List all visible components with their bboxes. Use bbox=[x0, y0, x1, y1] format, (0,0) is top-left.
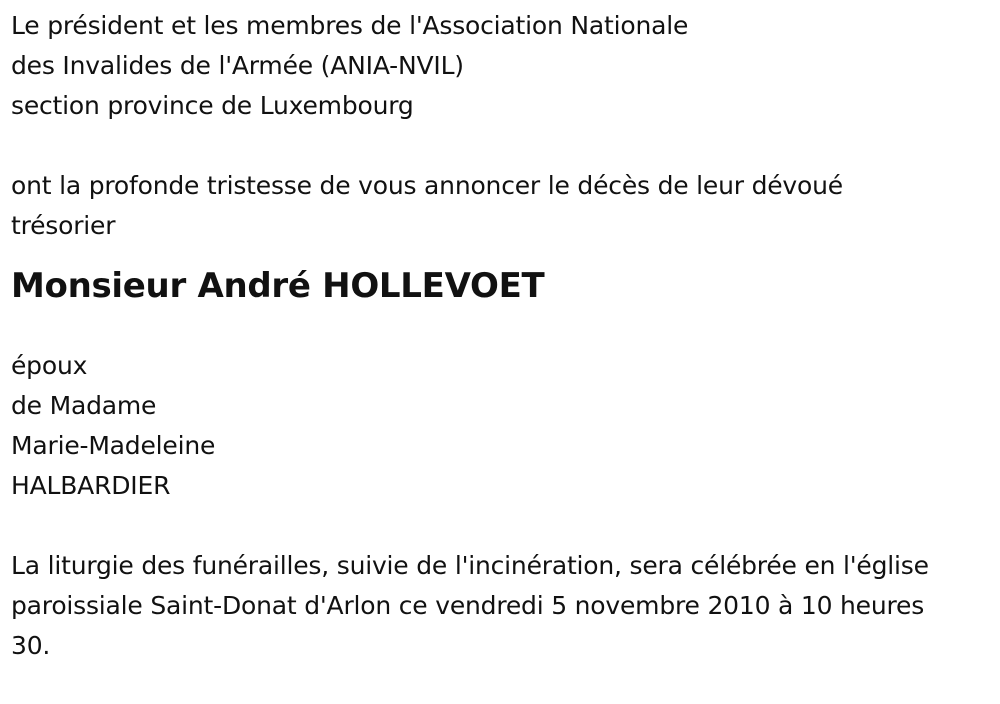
spacer bbox=[11, 126, 996, 166]
spouse-line: époux bbox=[11, 351, 88, 380]
spacer bbox=[11, 506, 996, 546]
ceremony-line: 30. bbox=[11, 631, 51, 660]
spouse-line: Marie-Madeleine bbox=[11, 431, 216, 460]
spouse-block bbox=[11, 346, 996, 506]
announcement-line: ont la profonde tristesse de vous annoncer le décès de leur dévoué bbox=[11, 171, 843, 200]
spouse-line: HALBARDIER bbox=[11, 471, 171, 500]
intro-line: des Invalides de l'Armée (ANIA-NVIL) bbox=[11, 51, 464, 80]
ceremony-line: paroissiale Saint-Donat d'Arlon ce vendredi 5 novembre 2010 à 10 heures bbox=[11, 591, 925, 620]
spouse-line: de Madame bbox=[11, 391, 157, 420]
death-notice bbox=[11, 6, 996, 666]
deceased-name: Monsieur André HOLLEVOET bbox=[11, 266, 545, 306]
ceremony-line: La liturgie des funérailles, suivie de l'incinération, sera célébrée en l'église bbox=[11, 551, 929, 580]
ceremony-block bbox=[11, 546, 996, 666]
intro-block bbox=[11, 6, 996, 126]
intro-line: Le président et les membres de l'Association Nationale bbox=[11, 11, 689, 40]
announcement-block bbox=[11, 166, 996, 246]
announcement-line: trésorier bbox=[11, 211, 116, 240]
intro-line: section province de Luxembourg bbox=[11, 91, 414, 120]
